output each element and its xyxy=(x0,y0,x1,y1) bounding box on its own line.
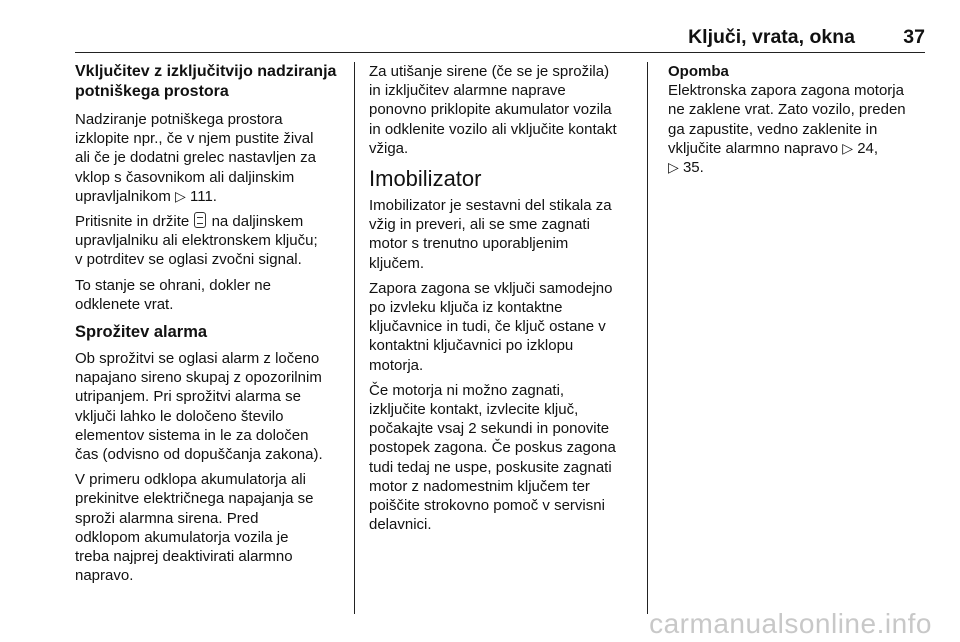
column-divider xyxy=(354,62,355,614)
paragraph: To stanje se ohrani, dokler ne odklenete vrat. xyxy=(75,276,271,313)
paragraph: Ob sprožitvi se oglasi alarm z ločeno napajano sireno skupaj z opozorilnim utripanjem. Pri sprožitvi alarma se vključi lahko le določeno število elementov sistema in le za določen čas (odvisno od dopuščanja zakona). xyxy=(75,350,323,464)
cross-reference-arrow-icon: ▷ xyxy=(175,187,186,204)
paragraph-text: Elektronska zapora zagona motorja ne zaklene vrat. Zato vozilo, preden ga zapustite, vedno zaklenite in vključite alarmno napravo xyxy=(668,82,906,157)
key-button-icon xyxy=(194,212,206,228)
paragraph: Zapora zagona se vključi samodejno po izvleku ključa iz kontaktne ključavnice in tudi, če ključ ostane v kontaktni ključavnici po izklopu motorja. xyxy=(369,279,613,374)
column-2 xyxy=(369,62,641,540)
section-heading-interior-monitoring: Vključitev z izključitvijo nadziranja potniškega prostora xyxy=(75,63,337,100)
column-divider xyxy=(647,62,648,614)
page-reference-link[interactable]: 24, xyxy=(857,139,879,157)
paragraph: Za utišanje sirene (če se je sprožila) in izključitev alarmne naprave ponovno priklopite akumulator vozila in odklenite vozilo ali vključite kontakt vžiga. xyxy=(369,63,617,157)
paragraph xyxy=(75,110,345,206)
page-header xyxy=(75,24,925,53)
paragraph xyxy=(75,212,345,270)
note-label: Opomba xyxy=(668,63,729,80)
paragraph: Imobilizator je sestavni del stikala za vžig in preveri, ali se sme zagnati motor s trenutno uporabljenim ključem. xyxy=(369,197,612,272)
note-text xyxy=(668,81,938,177)
page-reference-link[interactable]: 35. xyxy=(682,159,704,177)
column-1 xyxy=(75,62,345,591)
page-reference-link[interactable]: 111. xyxy=(190,187,217,205)
cross-reference-arrow-icon: ▷ xyxy=(668,159,679,176)
paragraph: V primeru odklopa akumulatorja ali prekinitve električnega napajanja se sproži alarmna sirena. Pred odklopom akumulatorja vozila je treba najprej deaktivirati alarmno napravo. xyxy=(75,471,314,585)
watermark: carmanualsonline.info xyxy=(649,608,932,639)
cross-reference-arrow-icon: ▷ xyxy=(842,139,854,156)
page-number: 37 xyxy=(903,26,925,48)
section-heading-alarm: Sprožitev alarma xyxy=(75,323,208,342)
paragraph-text: Nadziranje potniškega prostora izklopite npr., če v njem pustite žival ali če je dodatni grelec nastavljen za vklop s časovnikom ali daljinskim upravljalnikom xyxy=(75,111,316,205)
column-3 xyxy=(668,62,938,183)
paragraph-text: Pritisnite in držite xyxy=(75,213,190,231)
paragraph-text: na daljinskem upravljalniku ali elektronskem ključu; v potrditev se oglasi zvočni signal. xyxy=(75,213,318,269)
section-heading-immobilizer: Imobilizator xyxy=(369,166,482,192)
paragraph: Če motorja ni možno zagnati, izključite kontakt, izvlecite ključ, počakajte vsaj 2 sekundi in ponovite postopek zagona. Če poskus zagona tudi tedaj ne uspe, poskusite zagnati motor z nadomestnim ključem ter poiščite strokovno pomoč v servisni delavnici. xyxy=(369,381,616,534)
page-title: Ključi, vrata, okna xyxy=(688,26,855,48)
